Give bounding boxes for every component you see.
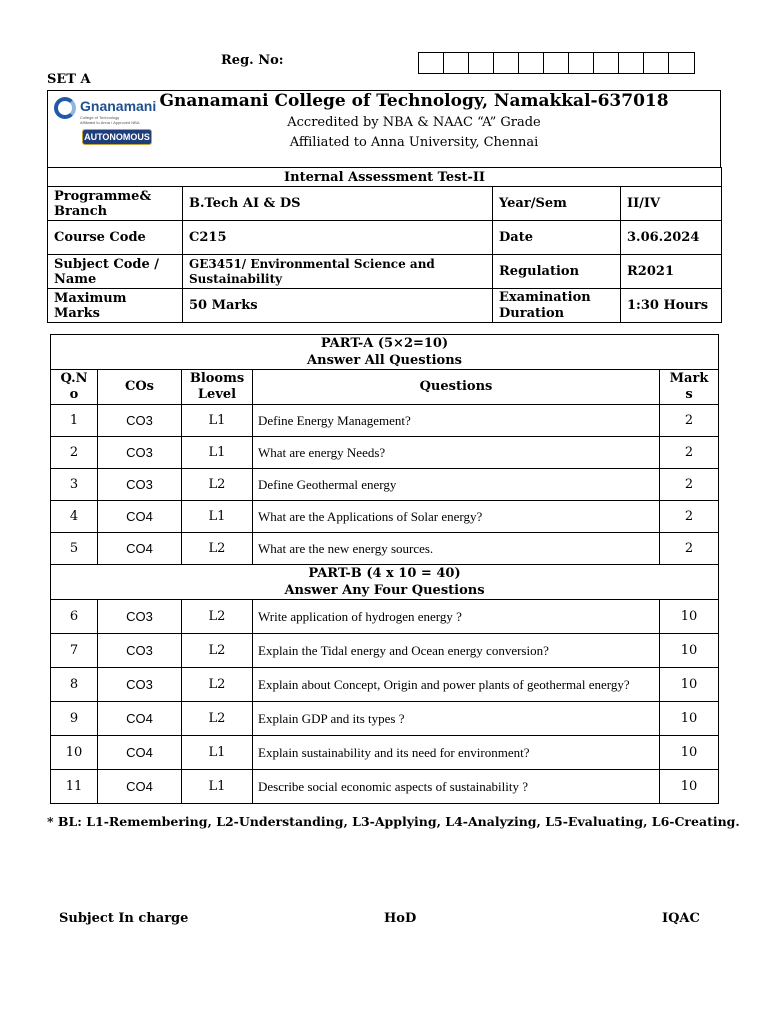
reg-no-digit-box[interactable]	[644, 53, 669, 73]
reg-no-digit-box[interactable]	[569, 53, 594, 73]
question-blooms-level: L2	[182, 668, 253, 702]
question-number: 2	[51, 437, 98, 469]
question-co: CO4	[98, 736, 182, 770]
subject-label: Subject Code / Name	[48, 255, 183, 289]
question-blooms-level: L2	[182, 600, 253, 634]
part-b-instruction: Answer Any Four Questions	[284, 583, 485, 598]
max-marks-label: Maximum Marks	[48, 289, 183, 323]
reg-no-digit-box[interactable]	[594, 53, 619, 73]
question-marks: 2	[660, 469, 719, 501]
col-header-marks: Mark s	[660, 370, 719, 405]
question-text: Explain the Tidal energy and Ocean energy conversion?	[253, 634, 660, 668]
question-number: 3	[51, 469, 98, 501]
question-number: 5	[51, 533, 98, 565]
question-blooms-level: L2	[182, 469, 253, 501]
col-header-blooms: Blooms Level	[182, 370, 253, 405]
question-marks: 10	[660, 736, 719, 770]
reg-no-digit-box[interactable]	[444, 53, 469, 73]
date-label: Date	[493, 221, 621, 255]
question-blooms-level: L1	[182, 770, 253, 804]
reg-no-digit-box[interactable]	[469, 53, 494, 73]
question-text: What are the new energy sources.	[253, 533, 660, 565]
accreditation-text: Accredited by NBA & NAAC “A” Grade	[287, 115, 541, 130]
part-b-header	[51, 565, 719, 600]
reg-no-boxes[interactable]	[418, 52, 695, 74]
part-a-header	[51, 335, 719, 370]
question-marks: 2	[660, 405, 719, 437]
reg-no-digit-box[interactable]	[419, 53, 444, 73]
question-co: CO3	[98, 600, 182, 634]
question-blooms-level: L1	[182, 437, 253, 469]
question-number: 6	[51, 600, 98, 634]
logo-tagline: College of Technology	[80, 115, 120, 120]
question-co: CO3	[98, 437, 182, 469]
question-co: CO4	[98, 702, 182, 736]
questions-table	[50, 334, 719, 804]
question-marks: 2	[660, 437, 719, 469]
question-number: 1	[51, 405, 98, 437]
part-b-rows	[51, 600, 719, 804]
question-co: CO3	[98, 405, 182, 437]
college-name: Gnanamani College of Technology, Namakkal-637018	[159, 91, 669, 111]
col-header-qno: Q.N o	[51, 370, 98, 405]
part-b-heading: PART-B (4 x 10 = 40)	[308, 566, 461, 581]
question-row	[51, 600, 719, 634]
question-marks: 10	[660, 600, 719, 634]
part-a-rows	[51, 405, 719, 565]
reg-no-label: Reg. No:	[221, 53, 284, 68]
question-text: What are energy Needs?	[253, 437, 660, 469]
year-sem-label: Year/Sem	[493, 187, 621, 221]
question-marks: 10	[660, 770, 719, 804]
logo-brand: Gnanamani	[80, 98, 157, 114]
programme-label: Programme& Branch	[48, 187, 183, 221]
question-marks: 2	[660, 533, 719, 565]
max-marks-value: 50 Marks	[183, 289, 493, 323]
question-row	[51, 437, 719, 469]
question-row	[51, 405, 719, 437]
question-marks: 10	[660, 668, 719, 702]
exam-title: Internal Assessment Test-II	[48, 168, 722, 187]
question-row	[51, 533, 719, 565]
autonomous-badge: AUTONOMOUS	[82, 129, 152, 145]
question-text: Write application of hydrogen energy ?	[253, 600, 660, 634]
question-number: 7	[51, 634, 98, 668]
question-row	[51, 501, 719, 533]
part-a-instruction: Answer All Questions	[307, 353, 462, 368]
question-number: 8	[51, 668, 98, 702]
regulation-label: Regulation	[493, 255, 621, 289]
question-row	[51, 668, 719, 702]
course-code-value: C215	[183, 221, 493, 255]
question-blooms-level: L2	[182, 634, 253, 668]
subject-value: GE3451/ Environmental Science and Sustainability	[183, 255, 493, 289]
question-blooms-level: L1	[182, 736, 253, 770]
logo-tagline: Affiliated to Anna / Approved NBA	[80, 120, 140, 125]
question-text: Explain about Concept, Origin and power plants of geothermal energy?	[253, 668, 660, 702]
reg-no-digit-box[interactable]	[619, 53, 644, 73]
question-text: Define Geothermal energy	[253, 469, 660, 501]
question-text: Explain GDP and its types ?	[253, 702, 660, 736]
question-text: Describe social economic aspects of sustainability ?	[253, 770, 660, 804]
duration-value: 1:30 Hours	[621, 289, 722, 323]
duration-label: Examination Duration	[493, 289, 621, 323]
col-header-questions: Questions	[253, 370, 660, 405]
question-number: 11	[51, 770, 98, 804]
course-code-label: Course Code	[48, 221, 183, 255]
question-row	[51, 469, 719, 501]
set-label: SET A	[47, 72, 91, 87]
col-header-cos: COs	[98, 370, 182, 405]
reg-no-digit-box[interactable]	[544, 53, 569, 73]
signature-hod: HoD	[384, 911, 417, 926]
question-number: 9	[51, 702, 98, 736]
question-blooms-level: L2	[182, 533, 253, 565]
question-number: 4	[51, 501, 98, 533]
question-text: Explain sustainability and its need for environment?	[253, 736, 660, 770]
question-row	[51, 634, 719, 668]
college-header	[47, 90, 721, 168]
question-row	[51, 736, 719, 770]
question-marks: 2	[660, 501, 719, 533]
programme-value: B.Tech AI & DS	[183, 187, 493, 221]
question-text: Define Energy Management?	[253, 405, 660, 437]
signature-iqac: IQAC	[662, 911, 700, 926]
question-co: CO4	[98, 501, 182, 533]
date-value: 3.06.2024	[621, 221, 722, 255]
regulation-value: R2021	[621, 255, 722, 289]
year-sem-value: II/IV	[621, 187, 722, 221]
question-co: CO3	[98, 668, 182, 702]
question-co: CO4	[98, 770, 182, 804]
question-marks: 10	[660, 702, 719, 736]
question-co: CO3	[98, 634, 182, 668]
question-co: CO3	[98, 469, 182, 501]
reg-no-digit-box[interactable]	[494, 53, 519, 73]
question-co: CO4	[98, 533, 182, 565]
reg-no-digit-box[interactable]	[519, 53, 544, 73]
question-marks: 10	[660, 634, 719, 668]
question-row	[51, 770, 719, 804]
question-blooms-level: L1	[182, 501, 253, 533]
question-blooms-level: L2	[182, 702, 253, 736]
question-text: What are the Applications of Solar energy?	[253, 501, 660, 533]
part-a-heading: PART-A (5×2=10)	[320, 336, 449, 351]
question-row	[51, 702, 719, 736]
exam-info-table	[47, 167, 722, 323]
reg-no-digit-box[interactable]	[669, 53, 694, 73]
question-number: 10	[51, 736, 98, 770]
blooms-legend-note: * BL: L1-Remembering, L2-Understanding, L3-Applying, L4-Analyzing, L5-Evaluating, L6-Creating.	[47, 814, 740, 829]
signature-subject-incharge: Subject In charge	[59, 911, 189, 926]
affiliation-text: Affiliated to Anna University, Chennai	[289, 135, 539, 150]
question-blooms-level: L1	[182, 405, 253, 437]
